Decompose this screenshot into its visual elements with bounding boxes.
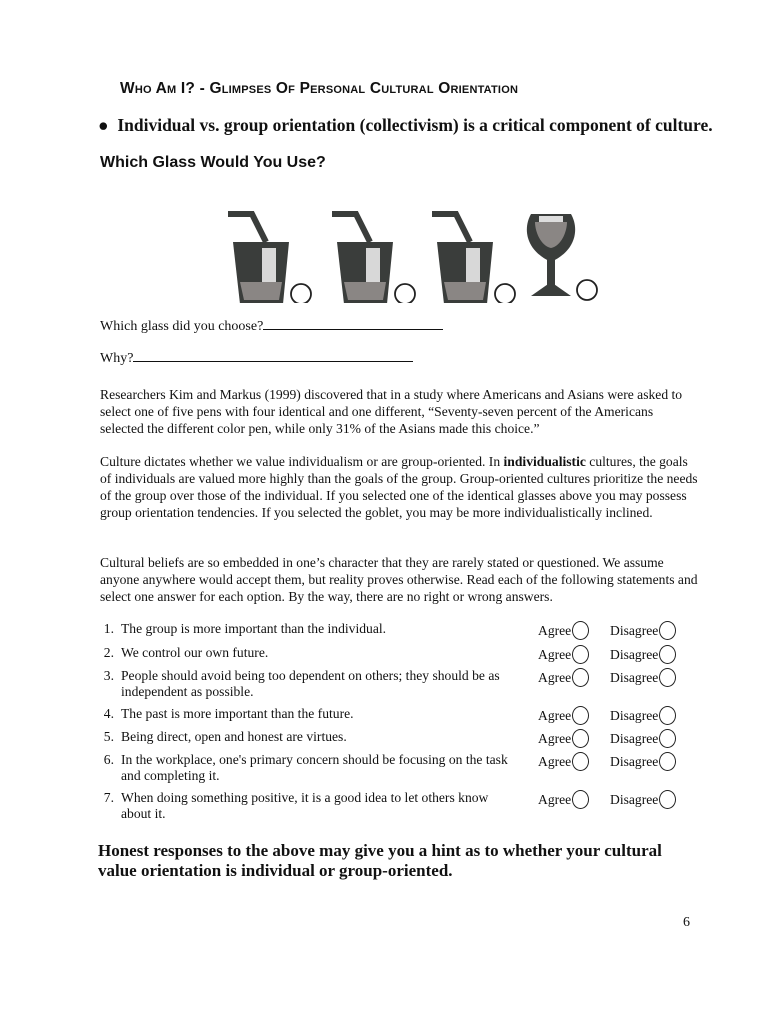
research-paragraph: Researchers Kim and Markus (1999) discovered that in a study where Americans and Asians were asked to select one of five pens with four identical and one different, “Seventy-seven percent of the Americans selected the different color pen, while only 31% of the Asians made this choice.” bbox=[100, 387, 683, 436]
why-question: Why? bbox=[100, 349, 413, 367]
bullet-statement bbox=[98, 115, 713, 136]
section-heading: Which Glass Would You Use? bbox=[100, 154, 326, 171]
disagree-radio[interactable] bbox=[659, 752, 676, 771]
page-title: Who Am I? - Glimpses Of Personal Cultural Orientation bbox=[120, 80, 519, 97]
disagree-radio[interactable] bbox=[659, 729, 676, 748]
why-answer-line[interactable] bbox=[133, 349, 413, 362]
disagree-radio[interactable] bbox=[659, 668, 676, 687]
agree-radio[interactable] bbox=[572, 621, 589, 640]
item-text: The past is more important than the future. bbox=[121, 706, 354, 721]
item-number: 3. bbox=[103, 668, 114, 683]
disagree-option[interactable]: Disagree bbox=[610, 790, 676, 809]
disagree-option[interactable]: Disagree bbox=[610, 752, 676, 771]
agree-radio[interactable] bbox=[572, 645, 589, 664]
item-text: When doing something positive, it is a good idea to let others know about it. bbox=[121, 790, 489, 821]
choose-question: Which glass did you choose? bbox=[100, 317, 443, 335]
tumbler-glass-icon bbox=[330, 208, 420, 303]
agree-radio[interactable] bbox=[572, 752, 589, 771]
item-number: 7. bbox=[103, 790, 114, 805]
agree-option[interactable]: Agree bbox=[538, 729, 589, 748]
culture-paragraph: Culture dictates whether we value individualism or are group-oriented. In individualistic cultures, the goals of individuals are valued more highly than the goals of the group. Group-oriented cultures prioritize the needs of the group over those of the individual. If you selected one of the identical glasses above you may possess group orientation tendencies. If you selected the goblet, you may be more individualistically inclined. bbox=[100, 454, 698, 520]
disagree-radio[interactable] bbox=[659, 790, 676, 809]
disagree-radio[interactable] bbox=[659, 621, 676, 640]
disagree-option[interactable]: Disagree bbox=[610, 621, 676, 640]
agree-radio[interactable] bbox=[572, 790, 589, 809]
item-number: 6. bbox=[103, 752, 114, 767]
agree-option[interactable]: Agree bbox=[538, 752, 589, 771]
disagree-radio[interactable] bbox=[659, 706, 676, 725]
agree-option[interactable]: Agree bbox=[538, 706, 589, 725]
agree-option[interactable]: Agree bbox=[538, 790, 589, 809]
bullet-icon: ● bbox=[98, 115, 109, 135]
agree-option[interactable]: Agree bbox=[538, 668, 589, 687]
item-number: 1. bbox=[103, 621, 114, 636]
agree-radio[interactable] bbox=[572, 729, 589, 748]
disagree-option[interactable]: Disagree bbox=[610, 668, 676, 687]
item-text: We control our own future. bbox=[121, 645, 269, 660]
tumbler-glass-icon bbox=[430, 208, 520, 303]
closing-statement: Honest responses to the above may give you a hint as to whether your cultural value orientation is individual or group-oriented. bbox=[98, 841, 662, 880]
goblet-icon bbox=[525, 208, 615, 303]
agree-option[interactable]: Agree bbox=[538, 645, 589, 664]
item-text: Being direct, open and honest are virtues. bbox=[121, 729, 347, 744]
emphasis-individualistic: individualistic bbox=[503, 454, 586, 469]
item-text: In the workplace, one's primary concern should be focusing on the task and completing it. bbox=[121, 752, 508, 783]
instructions-paragraph: Cultural beliefs are so embedded in one’s character that they are rarely stated or questioned. We assume anyone anywhere would accept them, but reality proves otherwise. Read each of the following statements and select one answer for each option. By the way, there are no right or wrong answers. bbox=[100, 555, 698, 604]
disagree-option[interactable]: Disagree bbox=[610, 645, 676, 664]
page-number: 6 bbox=[683, 915, 690, 930]
disagree-option[interactable]: Disagree bbox=[610, 729, 676, 748]
disagree-radio[interactable] bbox=[659, 645, 676, 664]
item-number: 2. bbox=[103, 645, 114, 660]
glass-option-radio bbox=[291, 284, 311, 303]
item-number: 5. bbox=[103, 729, 114, 744]
choose-answer-line[interactable] bbox=[263, 317, 443, 330]
agree-radio[interactable] bbox=[572, 706, 589, 725]
agree-option[interactable]: Agree bbox=[538, 621, 589, 640]
item-number: 4. bbox=[103, 706, 114, 721]
tumbler-glass-icon bbox=[226, 208, 316, 303]
disagree-option[interactable]: Disagree bbox=[610, 706, 676, 725]
item-text: People should avoid being too dependent on others; they should be as independent as possible. bbox=[121, 668, 500, 699]
bullet-text: Individual vs. group orientation (collectivism) is a critical component of culture. bbox=[117, 115, 713, 135]
agree-radio[interactable] bbox=[572, 668, 589, 687]
item-text: The group is more important than the individual. bbox=[121, 621, 387, 636]
